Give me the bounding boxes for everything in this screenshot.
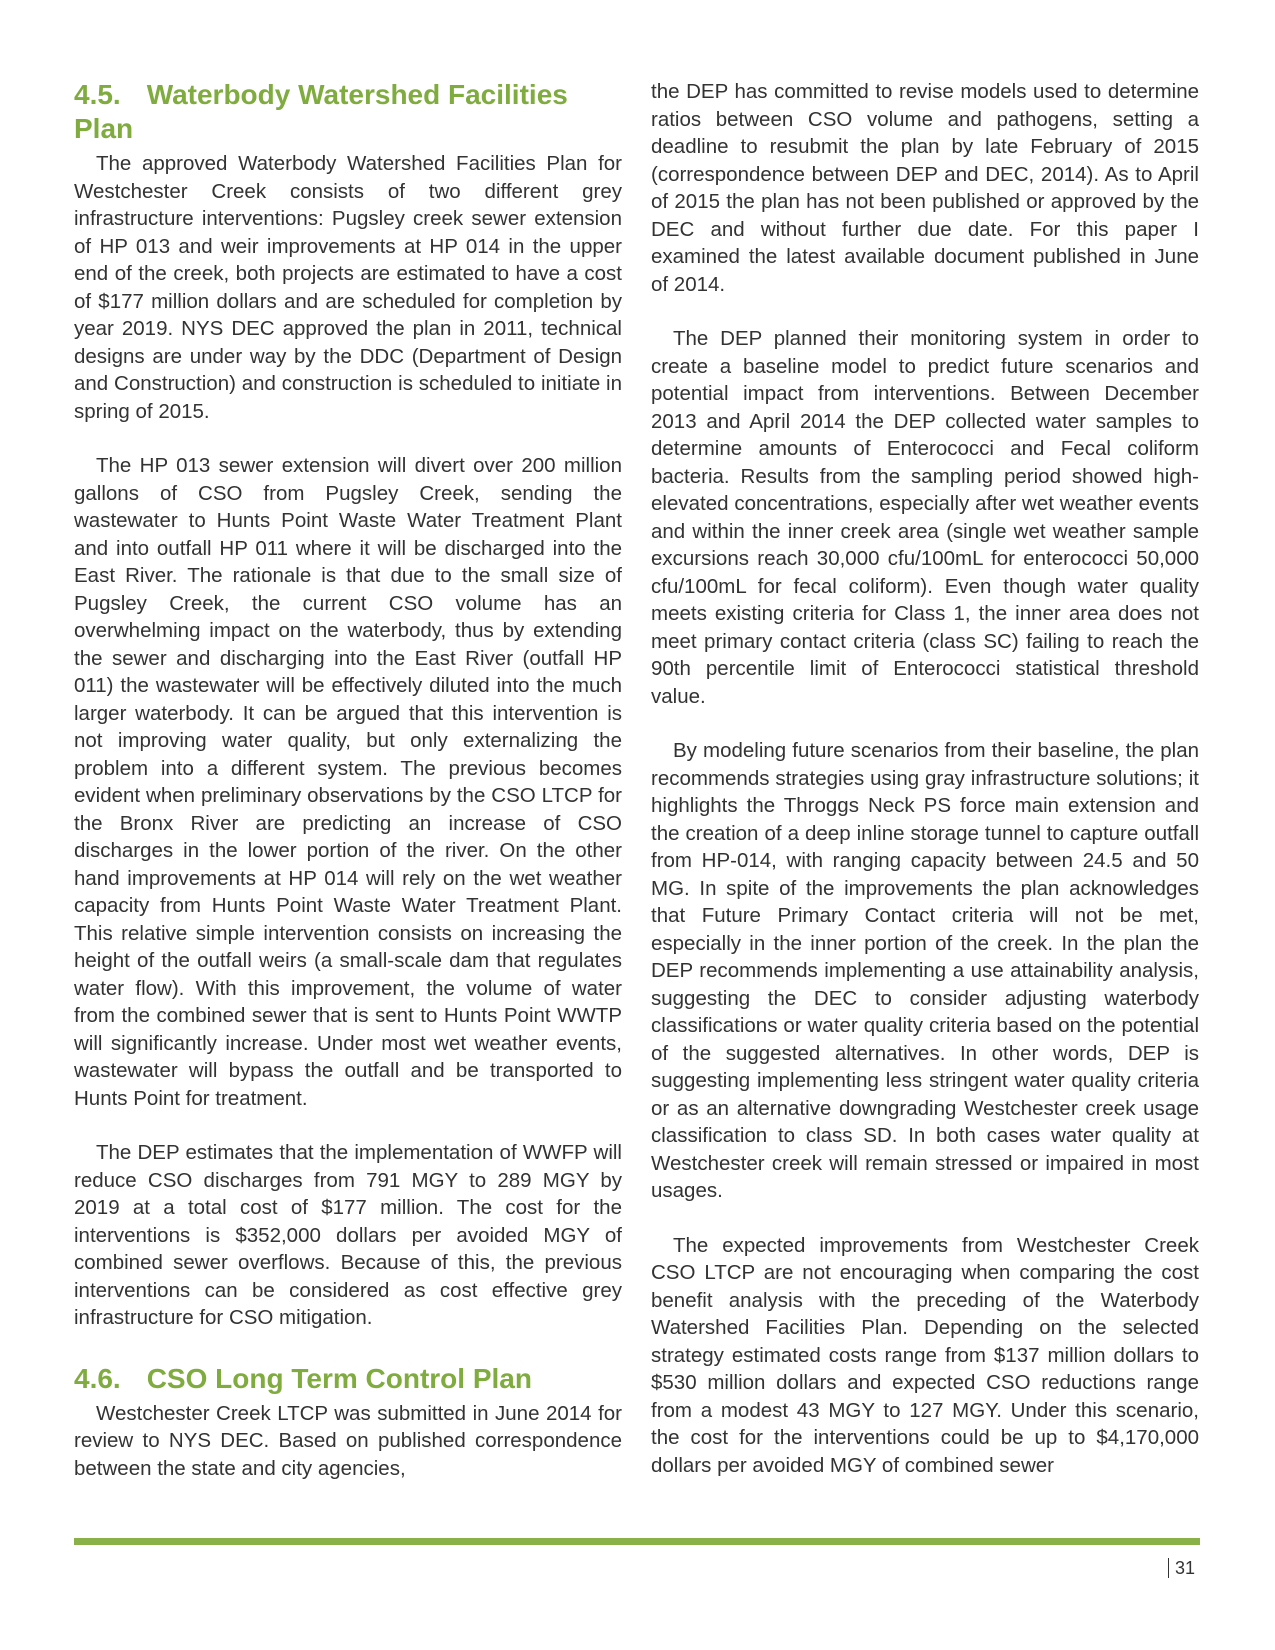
paragraph: The approved Waterbody Watershed Facilities Plan for Westchester Creek consists of two different grey infrastructure interventions: Pugsley creek sewer extension of HP 013 and weir improvements at HP 014 in the upper end of the creek, both projects are estimated to have a cost of $177 million dollars and are scheduled for completion by year 2019. NYS DEC approved the plan in 2011, technical designs are under way by the DDC (Department of Design and Construction) and construction is scheduled to initiate in spring of 2015. — [74, 152, 622, 423]
paragraph: The DEP estimates that the implementation of WWFP will reduce CSO discharges from 791 MGY to 289 MGY by 2019 at a total cost of $177 million. The cost for the interventions is $352,000 dollars per avoided MGY of combined sewer overflows. Because of this, the previous interventions can be considered as cost effective grey infrastructure for CSO mitigation. — [74, 1141, 622, 1329]
paragraph: The HP 013 sewer extension will divert over 200 million gallons of CSO from Pugsley Creek, sending the wastewater to Hunts Point Waste Water Treatment Plant and into outfall HP 011 where it will be discharged into the East River. The rationale is that due to the small size of Pugsley Creek, the current CSO volume has an overwhelming impact on the waterbody, thus by extending the sewer and discharging into the East River (outfall HP 011) the wastewater will be effectively diluted into the much larger waterbody. It can be argued that this intervention is not improving water quality, but only externalizing the problem into a different system. The previous becomes evident when preliminary observations by the CSO LTCP for the Bronx River are predicting an increase of CSO discharges in the lower portion of the river. On the other hand improvements at HP 014 will rely on the wet weather capacity from Hunts Point Waste Water Treatment Plant. This relative simple intervention consists on increasing the height of the outfall weirs (a small-scale dam that regulates water flow). With this improvement, the volume of water from the combined sewer that is sent to Hunts Point WWTP will significantly increase. Under most wet weather events, wastewater will bypass the outfall and be transported to Hunts Point for treatment. — [74, 454, 622, 1110]
paragraph-continuation: the DEP has committed to revise models used to determine ratios between CSO volume and pathogens, setting a deadline to resubmit the plan by late February of 2015 (correspondence between DEP and DEC, 2014). As to April of 2015 the plan has not been published or approved by the DEC and without further due date. For this paper I examined the latest available document published in June of 2014. — [651, 80, 1199, 296]
paragraph: Westchester Creek LTCP was submitted in June 2014 for review to NYS DEC. Based on published correspondence between the state and city agencies, — [74, 1401, 622, 1480]
paragraph: The expected improvements from Westchester Creek CSO LTCP are not encouraging when comparing the cost benefit analysis with the preceding of the Waterbody Watershed Facilities Plan. Depending on the selected strategy estimated costs range from $137 million dollars to $530 million dollars and expected CSO reductions range from a modest 43 MGY to 127 MGY. Under this scenario, the cost for the interventions could be up to $4,170,000 dollars per avoided MGY of combined sewer — [651, 1233, 1199, 1477]
paragraph: The DEP planned their monitoring system in order to create a baseline model to predict future scenarios and potential impact from interventions. Between December 2013 and April 2014 the DEP collected water samples to determine amounts of Enterococci and Fecal coliform bacteria. Results from the sampling period showed high-elevated concentrations, especially after wet weather events and within the inner creek area (single wet weather sample excursions reach 30,000 cfu/100mL for enterococci 50,000 cfu/100mL for fecal coliform). Even though water quality meets existing criteria for Class 1, the inner area does not meet primary contact criteria (class SC) failing to reach the 90th percentile limit of Enterococci statistical threshold value. — [651, 327, 1199, 708]
page-number — [1168, 1557, 1195, 1579]
section-heading-4-6 — [74, 1362, 622, 1396]
page-number-divider — [1168, 1558, 1169, 1578]
section-title: CSO Long Term Control Plan — [146, 1362, 532, 1394]
section-title: Waterbody Watershed Facilities Plan — [74, 79, 568, 144]
section-heading-4-5 — [74, 78, 622, 146]
right-column — [651, 78, 1199, 1479]
section-number: 4.6. — [74, 1362, 121, 1394]
left-column — [74, 78, 622, 1482]
section-number: 4.5. — [74, 79, 121, 110]
footer-rule — [74, 1538, 1200, 1545]
page-number-value: 31 — [1175, 1558, 1196, 1578]
paragraph: By modeling future scenarios from their baseline, the plan recommends strategies using gray infrastructure solutions; it highlights the Throggs Neck PS force main extension and the creation of a deep inline storage tunnel to capture outfall from HP-014, with ranging capacity between 24.5 and 50 MG. In spite of the improvements the plan acknowledges that Future Primary Contact criteria will not be met, especially in the inner portion of the creek. In the plan the DEP recommends implementing a use attainability analysis, suggesting the DEC to consider adjusting waterbody classifications or water quality criteria based on the potential of the suggested alternatives. In other words, DEP is suggesting implementing less stringent water quality criteria or as an alternative downgrading Westchester creek usage classification to class SD. In both cases water quality at Westchester creek will remain stressed or impaired in most usages. — [651, 739, 1199, 1202]
